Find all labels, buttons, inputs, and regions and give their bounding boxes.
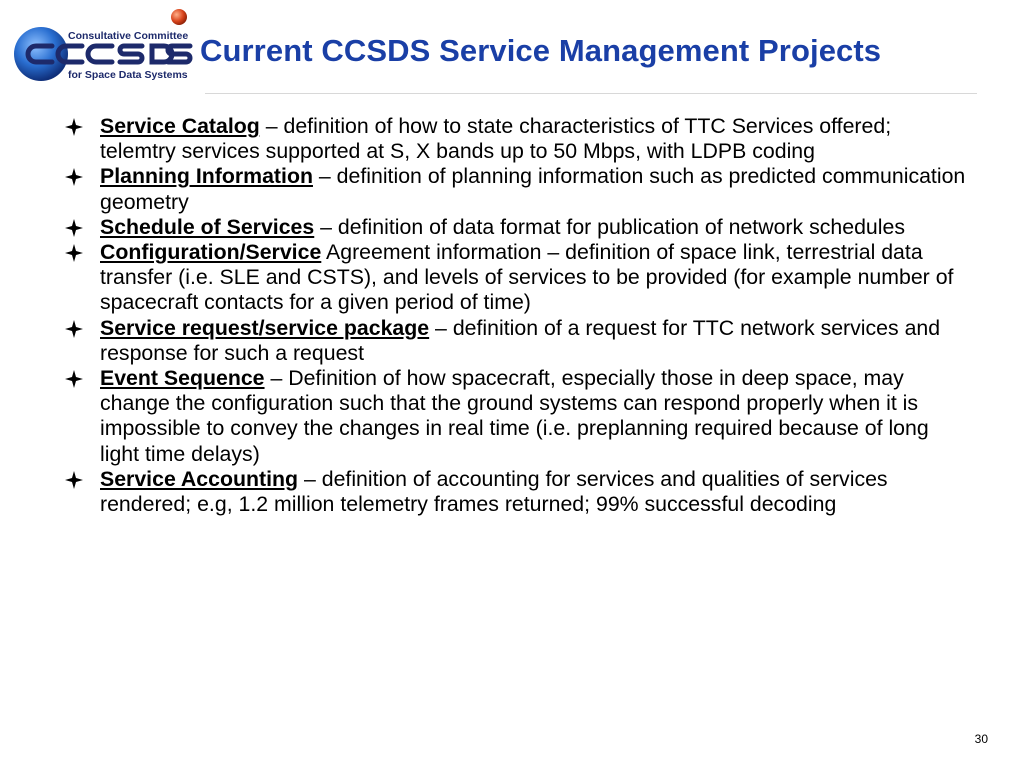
bullet-item: [62, 467, 972, 517]
bullet-text: – definition of planning information such as predicted communication geometry: [100, 164, 966, 214]
ccsds-logo: [12, 8, 198, 86]
slide-title: Current CCSDS Service Management Projects: [200, 33, 882, 68]
bullet-text: – definition of accounting for services and qualities of services rendered; e.g, 1.2 million telemetry frames returned; 99% successful decoding: [100, 466, 888, 517]
bullet-text: – definition of data format for publication of network schedules: [314, 214, 905, 239]
bullet-term: Planning Information: [100, 164, 313, 189]
logo-bottom-text: for Space Data Systems: [68, 69, 188, 81]
page-number: 30: [974, 732, 988, 746]
bullet-term: Schedule of Services: [100, 214, 315, 239]
bullet-text: – definition of how to state characteristics of TTC Services offered; telemtry services supported at S, X bands up to 50 Mbps, with LDPB coding: [100, 114, 892, 164]
bullet-item: [62, 316, 972, 366]
four-point-star-icon: [64, 369, 84, 389]
four-point-star-icon: [64, 319, 84, 339]
bullet-item: [62, 240, 972, 316]
bullet-item: [62, 114, 972, 164]
bullet-item: [62, 215, 972, 240]
bullet-item: [62, 164, 972, 214]
bullet-term: Service request/service package: [100, 315, 430, 340]
bullet-text: – definition of a request for TTC network services and response for such a request: [100, 315, 941, 365]
bullet-term: Event Sequence: [100, 366, 265, 391]
title-divider: [205, 93, 977, 94]
four-point-star-icon: [64, 117, 84, 137]
bullet-list: [62, 114, 972, 517]
four-point-star-icon: [64, 218, 84, 238]
bullet-text: – Definition of how spacecraft, especially those in deep space, may change the configuration such that the ground systems can respond properly when it is impossible to convey the changes in real time (i.e. preplanning required because of long light time delays): [100, 366, 929, 466]
four-point-star-icon: [64, 470, 84, 490]
bullet-text: Agreement information – definition of space link, terrestrial data transfer (i.e. SLE and CSTS), and levels of services to be provided (for example number of spacecraft contacts for a given period of time): [100, 240, 954, 315]
four-point-star-icon: [64, 167, 84, 187]
bullet-term: Service Catalog: [100, 114, 260, 138]
four-point-star-icon: [64, 243, 84, 263]
logo-top-text: Consultative Committee: [68, 30, 189, 42]
bullet-item: [62, 366, 972, 467]
bullet-term: Service Accounting: [100, 466, 299, 491]
bullet-term: Configuration/Service: [100, 240, 322, 265]
